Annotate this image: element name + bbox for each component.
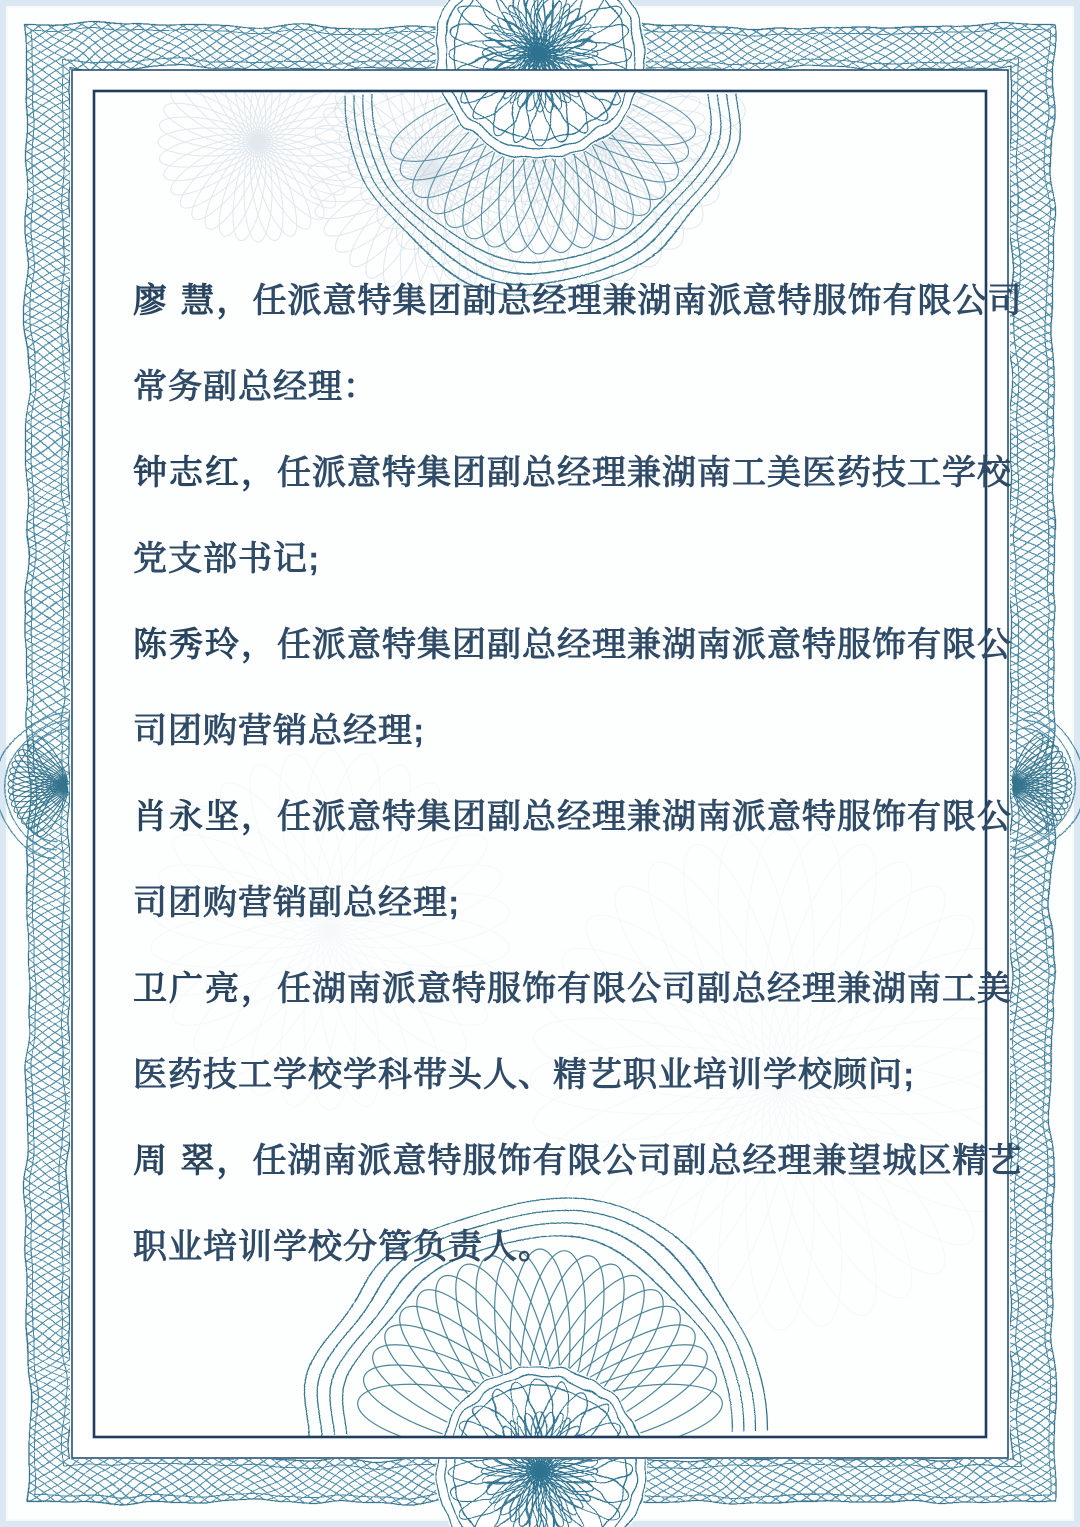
person-name: 陈秀玲， — [133, 626, 277, 664]
person-name: 廖 慧， — [133, 282, 253, 320]
person-name: 钟志红， — [133, 454, 277, 492]
appointment-text: 任派意特集团副总经理兼湖南派意特服饰有限公 — [277, 626, 1012, 664]
text-line — [133, 1204, 973, 1290]
appointment-text: 任派意特集团副总经理兼湖南派意特服饰有限公司 — [252, 282, 1023, 320]
appointment-text: 党支部书记; — [133, 540, 321, 578]
text-line — [133, 258, 1023, 344]
text-line — [133, 430, 1012, 516]
text-line — [133, 774, 1012, 860]
text-line — [133, 602, 1012, 688]
text-line — [133, 688, 973, 774]
appointment-text: 常务副总经理： — [133, 368, 378, 406]
appointment-text: 司团购营销副总经理; — [133, 884, 461, 922]
appointment-notice-text — [133, 258, 1023, 1290]
person-name: 肖永坚， — [133, 798, 277, 836]
appointment-text: 任派意特集团副总经理兼湖南工美医药技工学校 — [277, 454, 1012, 492]
text-line — [133, 516, 973, 602]
appointment-text: 任湖南派意特服饰有限公司副总经理兼湖南工美 — [277, 970, 1012, 1008]
text-line — [133, 1032, 973, 1118]
person-name: 周 翠， — [133, 1142, 253, 1180]
appointment-text: 职业培训学校分管负责人。 — [133, 1228, 553, 1266]
appointment-text: 医药技工学校学科带头人、精艺职业培训学校顾问; — [133, 1056, 916, 1094]
text-line — [133, 946, 1012, 1032]
text-line — [133, 1118, 1023, 1204]
text-line — [133, 344, 973, 430]
text-line — [133, 860, 973, 946]
appointment-text: 司团购营销总经理; — [133, 712, 426, 750]
person-name: 卫广亮， — [133, 970, 277, 1008]
appointment-text: 任派意特集团副总经理兼湖南派意特服饰有限公 — [277, 798, 1012, 836]
appointment-text: 任湖南派意特服饰有限公司副总经理兼望城区精艺 — [252, 1142, 1023, 1180]
